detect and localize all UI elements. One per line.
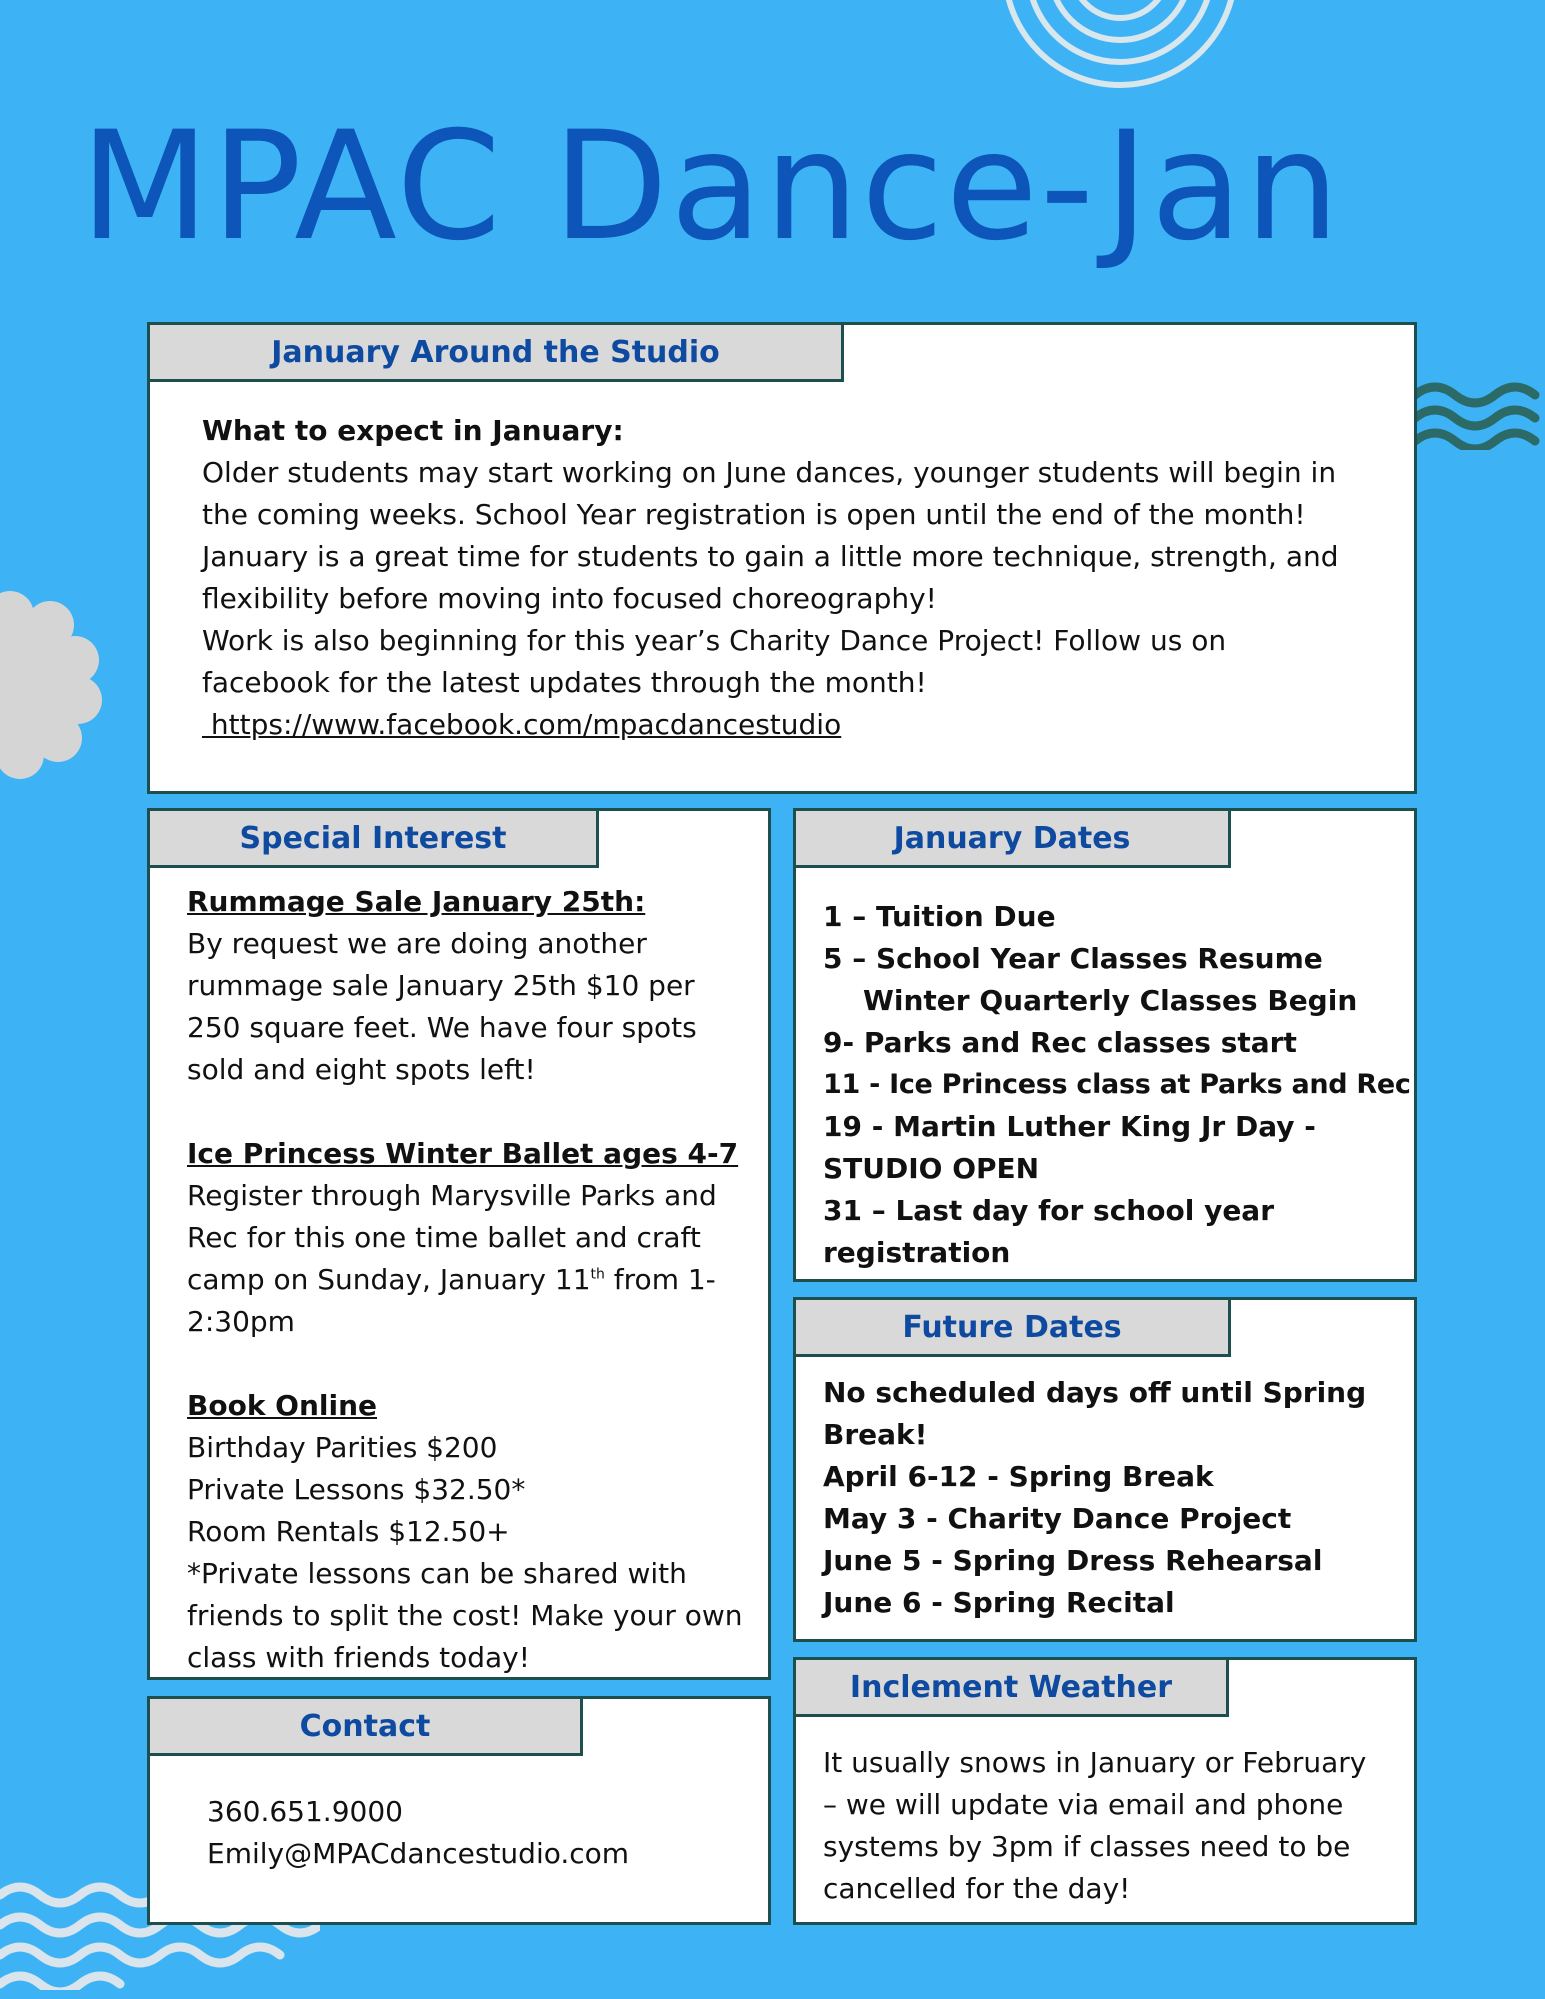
around-studio-paragraph-2	[202, 620, 1342, 746]
around-studio-panel	[147, 322, 1417, 794]
future-dates-heading: Future Dates	[793, 1297, 1231, 1357]
rummage-sale-title: Rummage Sale January 25th:	[187, 885, 646, 918]
around-studio-paragraph-1: Older students may start working on June dances, younger students will begin in the coming weeks. School Year registration is open until the end of the month! January is a great time for students to gain a little more technique, strength, and flexibility before moving into focused choreography!	[202, 456, 1339, 615]
concentric-circles-decoration	[990, 0, 1250, 100]
inclement-weather-body	[823, 1742, 1383, 1910]
around-studio-subheading: What to expect in January:	[202, 414, 624, 447]
date-item: 31 – Last day for school year registration	[823, 1194, 1275, 1269]
ordinal-suffix: th	[590, 1266, 605, 1283]
date-item: 5 – School Year Classes Resume	[823, 942, 1323, 975]
january-dates-panel	[793, 808, 1417, 1282]
future-date-item: No scheduled days off until Spring Break!	[823, 1376, 1367, 1451]
date-item: 11 - Ice Princess class at Parks and Rec	[823, 1069, 1411, 1100]
date-item: 1 – Tuition Due	[823, 900, 1056, 933]
date-item: 9- Parks and Rec classes start	[823, 1026, 1297, 1059]
facebook-link[interactable]: https://www.facebook.com/mpacdancestudio	[202, 708, 842, 741]
book-online-item: Birthday Parities $200	[187, 1431, 498, 1464]
scalloped-cloud-decoration	[0, 590, 115, 780]
spacer	[187, 1343, 752, 1385]
ice-princess-text-main: Register through Marysville Parks and Rec for this one time ballet and craft camp on Sunday, January 11	[187, 1179, 717, 1296]
date-item: Winter Quarterly Classes Begin	[863, 984, 1358, 1017]
ice-princess-text	[187, 1175, 752, 1343]
future-date-item: May 3 - Charity Dance Project	[823, 1502, 1292, 1535]
around-studio-body	[202, 410, 1342, 746]
book-online-title: Book Online	[187, 1389, 378, 1422]
around-studio-paragraph-2-text: Work is also beginning for this year’s Charity Dance Project! Follow us on facebook for the latest updates through the month!	[202, 624, 1227, 699]
contact-phone[interactable]: 360.651.9000	[207, 1795, 403, 1828]
book-online-item: Room Rentals $12.50+	[187, 1515, 510, 1548]
special-interest-heading: Special Interest	[147, 808, 599, 868]
contact-email[interactable]: Emily@MPACdancestudio.com	[207, 1837, 630, 1870]
rummage-sale-text: By request we are doing another rummage sale January 25th $10 per 250 square feet. We have four spots sold and eight spots left!	[187, 927, 697, 1086]
inclement-weather-heading: Inclement Weather	[793, 1657, 1229, 1717]
around-studio-heading: January Around the Studio	[147, 322, 844, 382]
contact-body	[207, 1791, 747, 1875]
future-date-item: June 5 - Spring Dress Rehearsal	[823, 1544, 1323, 1577]
future-date-item: April 6-12 - Spring Break	[823, 1460, 1214, 1493]
january-dates-heading: January Dates	[793, 808, 1231, 868]
contact-heading: Contact	[147, 1696, 583, 1756]
future-dates-list	[823, 1372, 1393, 1624]
contact-panel	[147, 1696, 771, 1925]
january-dates-list	[823, 896, 1411, 1274]
future-dates-panel	[793, 1297, 1417, 1642]
spacer	[187, 1091, 752, 1133]
book-online-item: Private Lessons $32.50*	[187, 1473, 526, 1506]
ice-princess-title: Ice Princess Winter Ballet ages 4-7	[187, 1137, 739, 1170]
future-date-item: June 6 - Spring Recital	[823, 1586, 1175, 1619]
page-title: MPAC Dance-Jan	[80, 100, 1342, 274]
special-interest-panel	[147, 808, 771, 1680]
date-item: 19 - Martin Luther King Jr Day -STUDIO OPEN	[823, 1110, 1316, 1185]
inclement-weather-panel	[793, 1657, 1417, 1925]
ice-princess-text-time: from 1-2:30pm	[187, 1263, 716, 1338]
inclement-weather-text: It usually snows in January or February – we will update via email and phone systems by 3pm if classes need to be cancelled for the day!	[823, 1746, 1367, 1905]
book-online-note: *Private lessons can be shared with friends to split the cost! Make your own class with friends today!	[187, 1557, 743, 1674]
special-interest-body	[187, 881, 752, 1679]
